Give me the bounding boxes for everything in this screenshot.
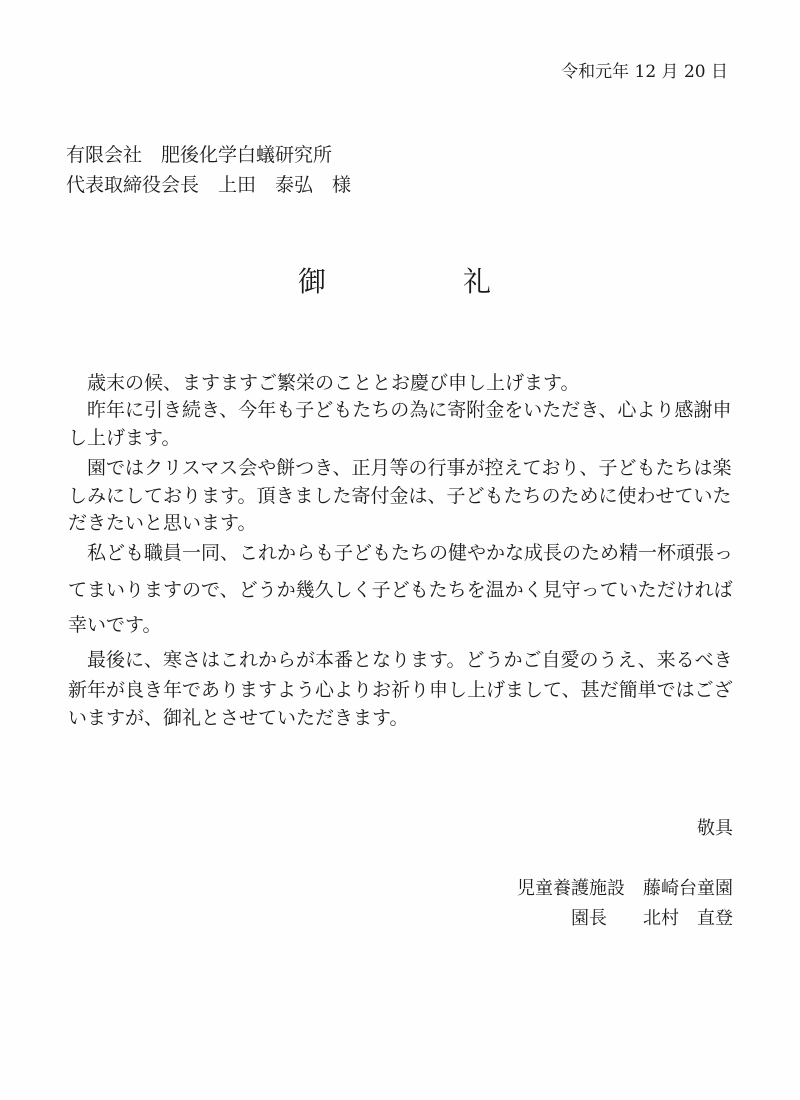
body-line: てまいりますので、どうか幾久しく子どもたちを温かく見守っていただければ [68,579,733,601]
letter-date: 令和元年 12 月 20 日 [561,62,728,82]
body-line: 幸いです。 [68,614,162,636]
sender-organization: 児童養護施設 藤崎台童園 [517,878,733,899]
addressee-recipient: 代表取締役会長 上田 泰弘 様 [66,174,352,196]
letter-title: 御礼 [298,265,629,298]
body-line: 園ではクリスマス会や餅つき、正月等の行事が控えており、子どもたちは楽 [87,457,732,479]
body-line: 私ども職員一同、これからも子どもたちの健やかな成長のため精一杯頑張っ [87,542,734,564]
sender-director: 園長 北村 直登 [571,908,733,929]
body-line: だきたいと思います。 [68,512,257,534]
body-line: しみにしております。頂きました寄付金は、子どもたちのために使わせていた [68,485,732,507]
body-line: いますが、御礼とさせていただきます。 [68,707,409,729]
closing-phrase: 敬具 [697,818,733,839]
body-line: 昨年に引き続き、今年も子どもたちの為に寄附金をいただき、心より感謝申 [87,399,732,421]
body-line: 新年が良き年でありますよう心よりお祈り申し上げまして、甚だ簡単ではござ [68,679,733,701]
addressee-company: 有限会社 肥後化学白蟻研究所 [66,144,333,166]
body-line: 歳末の候、ますますご繁栄のこととお慶び申し上げます。 [87,372,580,394]
body-line: し上げます。 [68,427,181,449]
body-line: 最後に、寒さはこれからが本番となります。どうかご自愛のうえ、来るべき [87,649,733,671]
